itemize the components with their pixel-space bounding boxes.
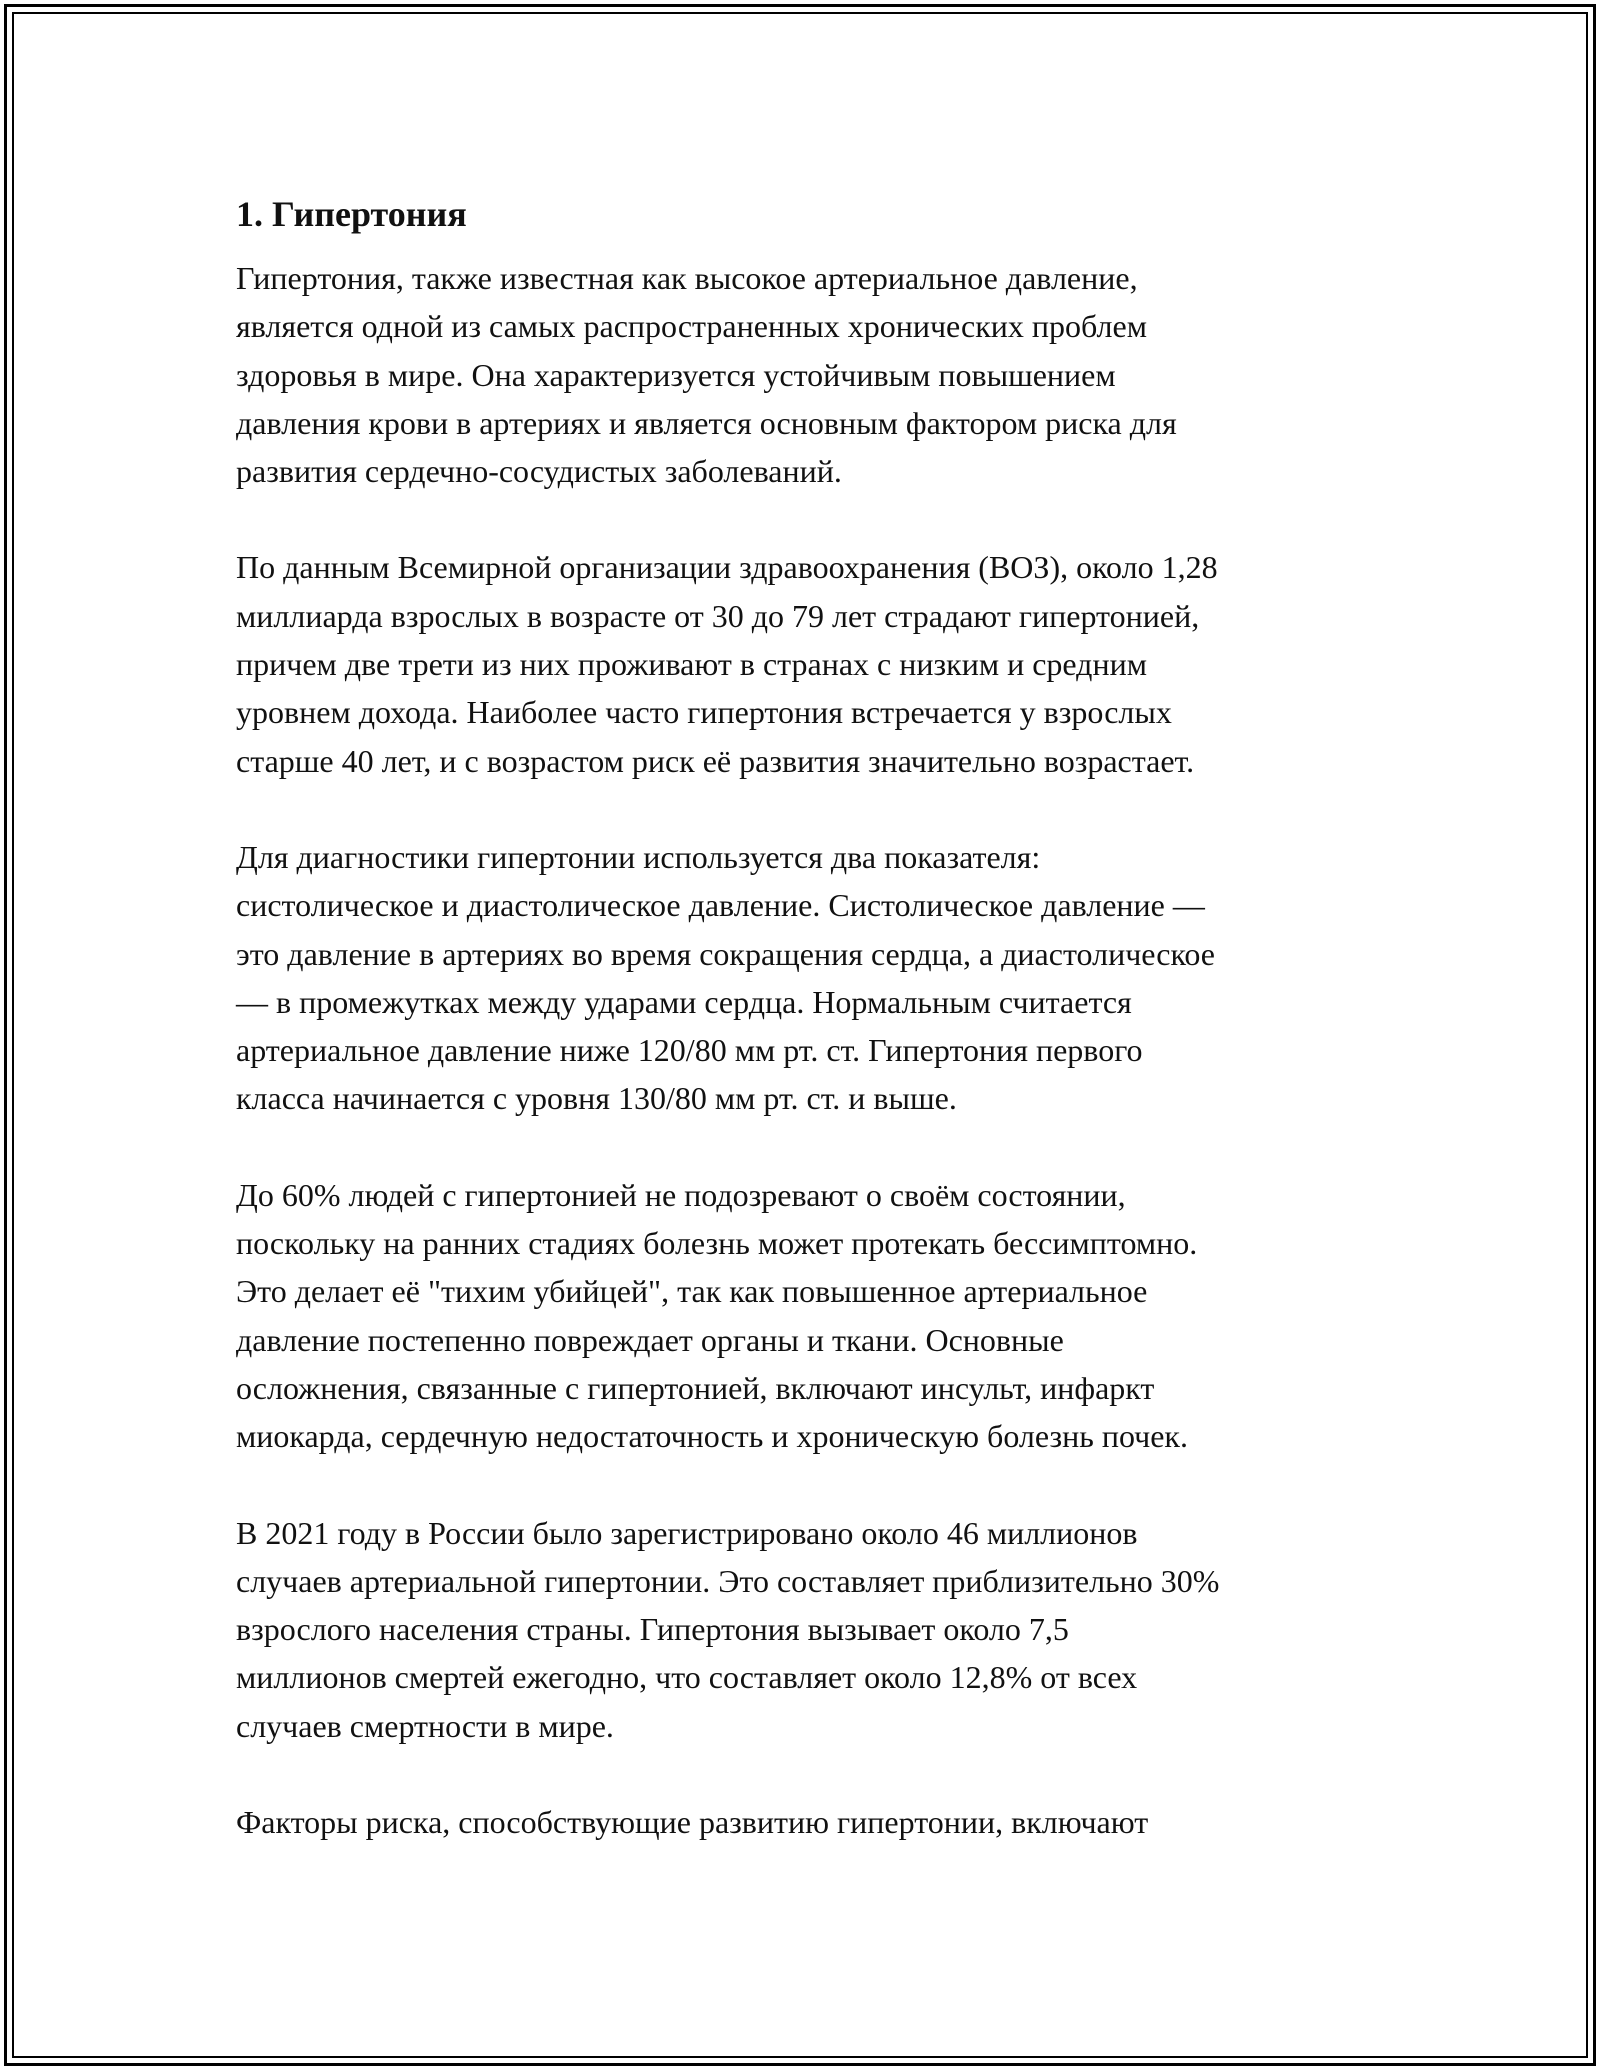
- paragraph-complications: [236, 1171, 1396, 1461]
- paragraph-definition: [236, 254, 1396, 495]
- text-line: осложнения, связанные с гипертонией, включают инсульт, инфаркт: [236, 1369, 1155, 1406]
- text-line: является одной из самых распространенных хронических проблем: [236, 308, 1147, 345]
- text-line: — в промежутках между ударами сердца. Нормальным считается: [236, 983, 1132, 1020]
- paragraph-who-statistics: [236, 543, 1396, 784]
- paragraph-risk-factors: [236, 1798, 1396, 1846]
- text-line: это давление в артериях во время сокращения сердца, а диастолическое: [236, 935, 1215, 972]
- text-line: артериальное давление ниже 120/80 мм рт. ст. Гипертония первого: [236, 1032, 1143, 1069]
- text-line: Факторы риска, способствующие развитию гипертонии, включают: [236, 1804, 1149, 1841]
- text-line: развития сердечно-сосудистых заболеваний.: [236, 453, 842, 490]
- text-line: здоровья в мире. Она характеризуется устойчивым повышением: [236, 356, 1116, 393]
- text-line: миокарда, сердечную недостаточность и хроническую болезнь почек.: [236, 1418, 1188, 1455]
- text-line: Гипертония, также известная как высокое артериальное давление,: [236, 260, 1138, 296]
- text-line: класса начинается с уровня 130/80 мм рт. ст. и выше.: [236, 1080, 957, 1117]
- paragraph-russia-statistics: [236, 1509, 1396, 1750]
- text-line: давления крови в артериях и является основным фактором риска для: [236, 404, 1177, 441]
- text-line: В 2021 году в России было зарегистрировано около 46 миллионов: [236, 1514, 1138, 1551]
- text-line: поскольку на ранних стадиях болезнь может протекать бессимптомно.: [236, 1225, 1198, 1262]
- text-line: давление постепенно повреждает органы и ткани. Основные: [236, 1321, 1064, 1358]
- text-line: причем две трети из них проживают в странах с низким и средним: [236, 646, 1147, 683]
- document-body: [236, 186, 1396, 1894]
- text-line: До 60% людей с гипертонией не подозревают о своём состоянии,: [236, 1176, 1126, 1213]
- text-line: По данным Всемирной организации здравоохранения (ВОЗ), около 1,28: [236, 549, 1218, 586]
- text-line: миллиарда взрослых в возрасте от 30 до 79 лет страдают гипертонией,: [236, 597, 1200, 634]
- text-line: миллионов смертей ежегодно, что составляет около 12,8% от всех: [236, 1659, 1138, 1696]
- paragraph-diagnostics: [236, 833, 1396, 1123]
- text-line: Это делает её "тихим убийцей", так как повышенное артериальное: [236, 1273, 1148, 1310]
- text-line: Для диагностики гипертонии используется два показателя:: [236, 838, 1041, 875]
- text-line: старше 40 лет, и с возрастом риск её развития значительно возрастает.: [236, 742, 1195, 779]
- text-line: уровнем дохода. Наиболее часто гипертония встречается у взрослых: [236, 694, 1172, 731]
- text-line: систолическое и диастолическое давление. Систолическое давление —: [236, 887, 1205, 924]
- text-line: случаев смертности в мире.: [236, 1707, 614, 1744]
- text-line: случаев артериальной гипертонии. Это составляет приблизительно 30%: [236, 1562, 1220, 1599]
- section-heading: 1. Гипертония: [236, 194, 467, 234]
- text-line: взрослого населения страны. Гипертония вызывает около 7,5: [236, 1611, 1069, 1648]
